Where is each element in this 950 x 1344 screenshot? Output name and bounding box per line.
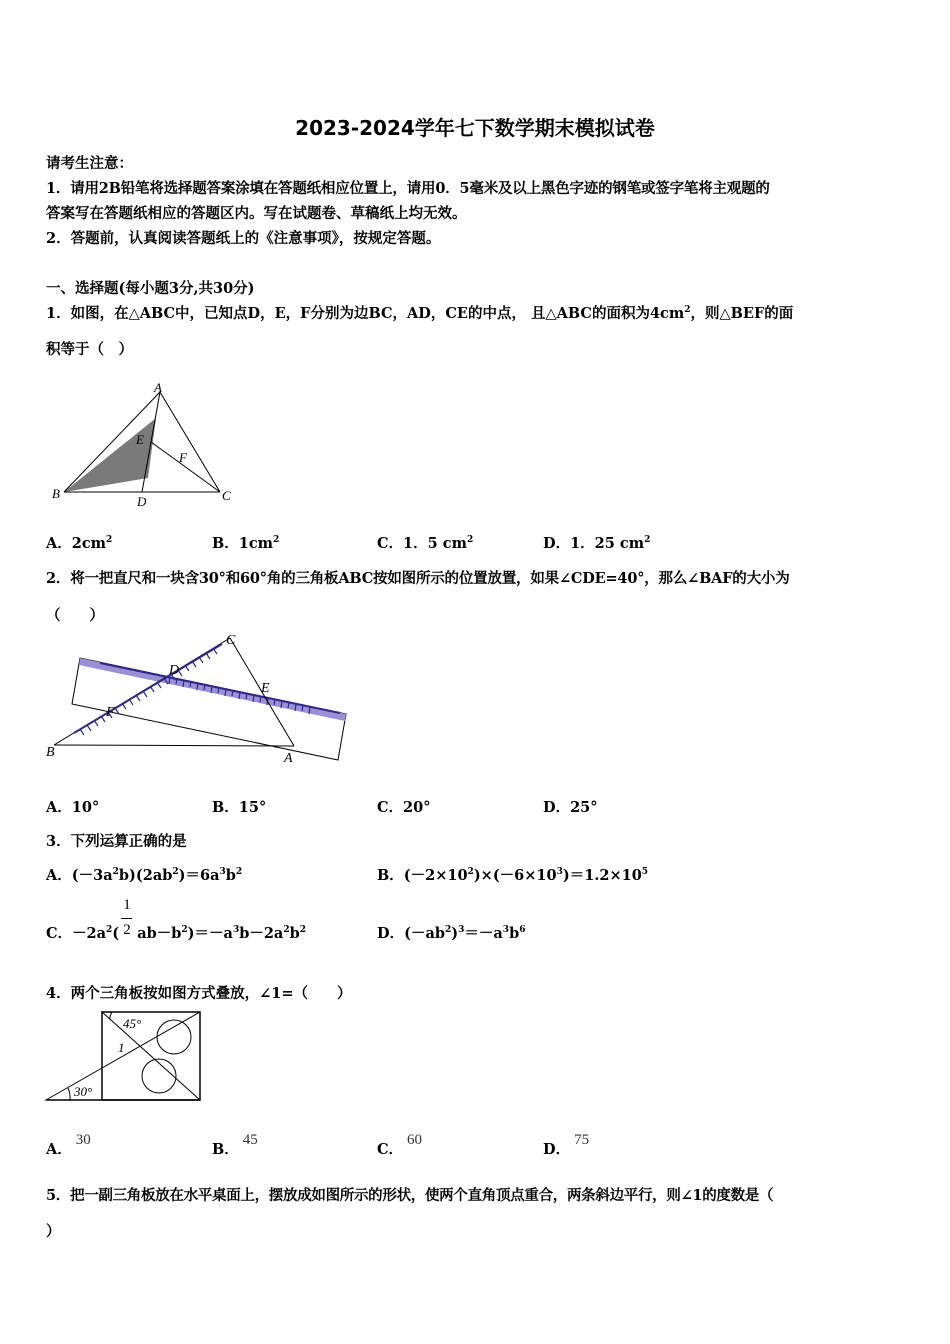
q4-option-b[interactable]: B．45 xyxy=(212,1132,258,1158)
q2-option-b[interactable]: B．15° xyxy=(212,799,267,816)
q1-text: 1．如图，在△ABC中，已知点D，E，F分别为边BC，AD，CE的中点， 且△ABC的面积为$4cm^2$，则△BEF的面 xyxy=(46,305,794,322)
angle-30-label: 30° xyxy=(74,1084,93,1099)
label-c: C xyxy=(226,633,236,648)
label-b: B xyxy=(46,745,55,760)
q3c-frac-bar xyxy=(121,918,132,919)
q4-option-c[interactable]: C．60 xyxy=(377,1132,423,1158)
q2-figure xyxy=(40,628,360,768)
q1-option-a[interactable]: A．$2cm^2$ xyxy=(46,535,113,552)
q3c-frac-numerator: 1 xyxy=(123,897,131,913)
label-d: D xyxy=(169,663,180,678)
q3-text: 3．下列运算正确的是 xyxy=(46,833,187,850)
label-a: A xyxy=(154,380,162,395)
q2-text-line2: （ ） xyxy=(46,607,104,624)
hole-upper xyxy=(157,1020,191,1054)
page-title: 2023-2024学年七下数学期末模拟试卷 xyxy=(295,116,655,140)
label-b: B xyxy=(52,486,60,501)
q2-option-c[interactable]: C．20° xyxy=(377,799,431,816)
q1-figure xyxy=(40,380,250,510)
q3-option-c[interactable]: C．$-2a^2$( $ab-b^2)=-a^3b-2a^2b^2$ xyxy=(46,925,306,942)
section-heading: 一、选择题(每小题3分,共30分) xyxy=(46,280,255,297)
label-f: F xyxy=(106,705,115,720)
q1-option-c[interactable]: C．1．5 $cm^2$ xyxy=(377,535,474,552)
q2-text: 2．将一把直尺和一块含30°和60°角的三角板ABC按如图所示的位置放置，如果∠CDE=40°，那么∠BAF的大小为 xyxy=(46,570,790,587)
q5-text-line2: ） xyxy=(46,1223,61,1240)
q5-text: 5．把一副三角板放在水平桌面上，摆放成如图所示的形状，使两个直角顶点重合，两条斜边平行，则∠1的度数是（ xyxy=(46,1187,774,1204)
q4-option-d[interactable]: D．75 xyxy=(543,1132,590,1158)
q1-option-d[interactable]: D．1．25 $cm^2$ xyxy=(543,535,651,552)
label-e: E xyxy=(261,681,270,696)
q3-option-a[interactable]: A．$(-3a^2b)(2ab^2)=6a^3b^2$ xyxy=(46,867,243,884)
q4-figure xyxy=(40,1008,210,1106)
label-e: E xyxy=(136,432,144,447)
label-f: F xyxy=(179,450,187,465)
label-c: C xyxy=(222,488,231,503)
q1-option-b[interactable]: B．$1cm^2$ xyxy=(212,535,280,552)
notice-line-1: 1．请用2B铅笔将选择题答案涂填在答题纸相应位置上，请用0．5毫米及以上黑色字迹的钢笔或签字笔将主观题的 xyxy=(46,180,770,197)
q3-option-b[interactable]: B．$(-2\times 10^2)\times(-6\times 10^3)=1.2\times 10^5$ xyxy=(377,867,649,884)
q2-option-a[interactable]: A．10° xyxy=(46,799,100,816)
shaded-triangle-bef xyxy=(64,418,156,492)
notice-heading: 请考生注意： xyxy=(46,155,133,172)
angle-1-label: 1 xyxy=(118,1040,125,1055)
q4-text: 4．两个三角板按如图方式叠放，∠1=（ ） xyxy=(46,985,352,1002)
notice-line-2: 答案写在答题纸相应的答题区内。写在试题卷、草稿纸上均无效。 xyxy=(46,205,467,222)
label-d: D xyxy=(137,494,147,509)
q4-option-a[interactable]: A．30 xyxy=(46,1132,91,1158)
angle-45-label: 45° xyxy=(123,1016,142,1031)
q3-option-d[interactable]: D．$(-ab^2)^3=-a^3b^6$ xyxy=(377,925,526,942)
arc-45 xyxy=(110,1012,112,1020)
arc-30 xyxy=(68,1088,70,1100)
q1-text-line2: 积等于（ ） xyxy=(46,341,133,358)
triangle-45 xyxy=(102,1012,200,1100)
triangle-side-ba xyxy=(54,745,294,746)
notice-line-3: 2．答题前，认真阅读答题纸上的《注意事项》，按规定答题。 xyxy=(46,230,441,247)
label-a: A xyxy=(284,751,293,766)
side-ac xyxy=(160,392,220,492)
q2-option-d[interactable]: D．25° xyxy=(543,799,598,816)
hole-lower xyxy=(142,1059,176,1093)
q3c-frac-denominator: 2 xyxy=(123,922,131,938)
